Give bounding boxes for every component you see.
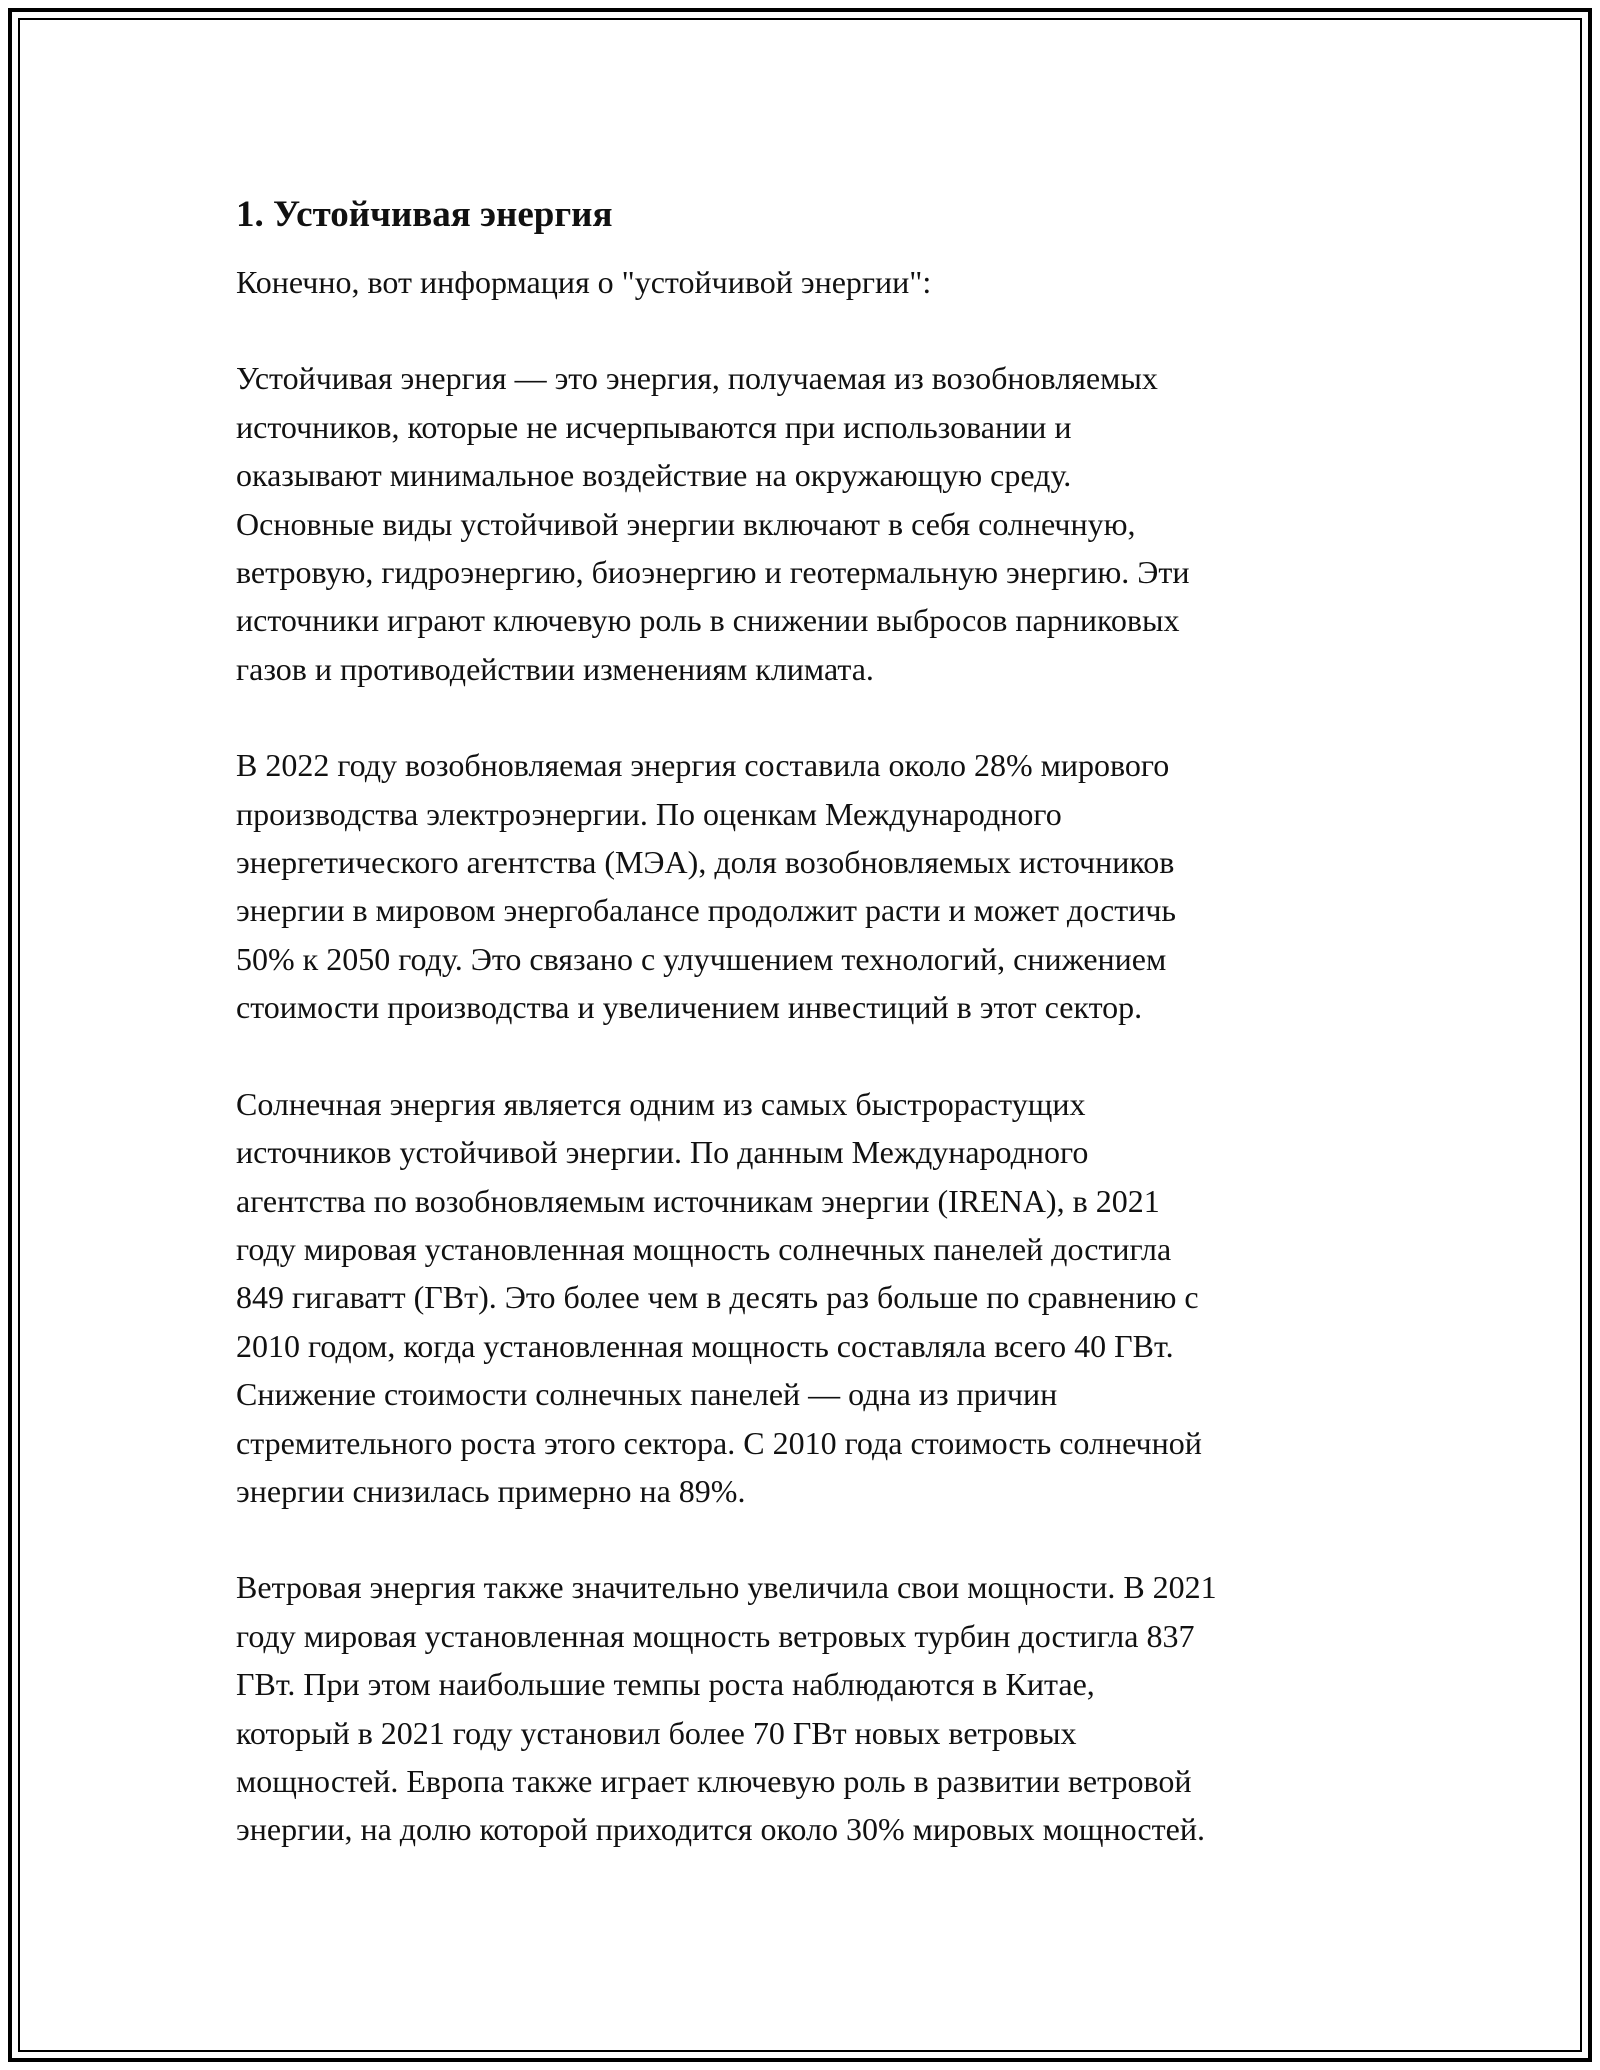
text-line: стоимости производства и увеличением инвестиций в этот сектор.: [236, 989, 1143, 1026]
text-line: агентства по возобновляемым источникам энергии (IRENA), в 2021: [236, 1182, 1160, 1219]
text-line: мощностей. Европа также играет ключевую роль в развитии ветровой: [236, 1762, 1192, 1799]
text-line: 849 гигаватт (ГВт). Это более чем в десять раз больше по сравнению с: [236, 1279, 1199, 1316]
section-title: 1. Устойчивая энергия: [236, 194, 613, 235]
intro-paragraph: Конечно, вот информация о "устойчивой энергии":: [236, 264, 932, 300]
text-line: энергии, на долю которой приходится около 30% мировых мощностей.: [236, 1811, 1205, 1848]
text-line: ГВт. При этом наибольшие темпы роста наблюдаются в Китае,: [236, 1666, 1095, 1703]
text-line: Солнечная энергия является одним из самых быстрорастущих: [236, 1085, 1086, 1122]
text-line: оказывают минимальное воздействие на окружающую среду.: [236, 457, 1072, 494]
text-line: 2010 годом, когда установленная мощность составляла всего 40 ГВт.: [236, 1327, 1174, 1364]
text-line: году мировая установленная мощность солнечных панелей достигла: [236, 1230, 1172, 1267]
paragraph-renewable-share: [236, 741, 1396, 1031]
document-body: [236, 186, 1396, 1854]
text-line: В 2022 году возобновляемая энергия составила около 28% мирового: [236, 747, 1170, 784]
text-line: Основные виды устойчивой энергии включают в себя солнечную,: [236, 505, 1136, 542]
text-line: Снижение стоимости солнечных панелей — одна из причин: [236, 1376, 1058, 1413]
paragraph-solar-energy: [236, 1080, 1396, 1516]
text-line: газов и противодействии изменениям климата.: [236, 650, 874, 687]
text-line: Ветровая энергия также значительно увеличила свои мощности. В 2021: [236, 1569, 1217, 1606]
text-line: который в 2021 году установил более 70 ГВт новых ветровых: [236, 1714, 1077, 1751]
text-line: Устойчивая энергия — это энергия, получаемая из возобновляемых: [236, 360, 1158, 397]
text-line: ветровую, гидроэнергию, биоэнергию и геотермальную энергию. Эти: [236, 554, 1190, 591]
text-line: стремительного роста этого сектора. С 2010 года стоимость солнечной: [236, 1424, 1202, 1461]
paragraph-sustainable-definition: [236, 354, 1396, 693]
text-line: энергии снизилась примерно на 89%.: [236, 1472, 746, 1509]
text-line: источников устойчивой энергии. По данным Международного: [236, 1134, 1089, 1171]
text-line: году мировая установленная мощность ветровых турбин достигла 837: [236, 1617, 1195, 1654]
text-line: энергетического агентства (МЭА), доля возобновляемых источников: [236, 844, 1175, 881]
text-line: производства электроэнергии. По оценкам Международного: [236, 795, 1062, 832]
text-line: 50% к 2050 году. Это связано с улучшением технологий, снижением: [236, 940, 1167, 977]
paragraph-wind-energy: [236, 1563, 1396, 1853]
text-line: энергии в мировом энергобалансе продолжит расти и может достичь: [236, 892, 1176, 929]
text-line: источники играют ключевую роль в снижении выбросов парниковых: [236, 602, 1180, 639]
text-line: источников, которые не исчерпываются при использовании и: [236, 408, 1072, 445]
